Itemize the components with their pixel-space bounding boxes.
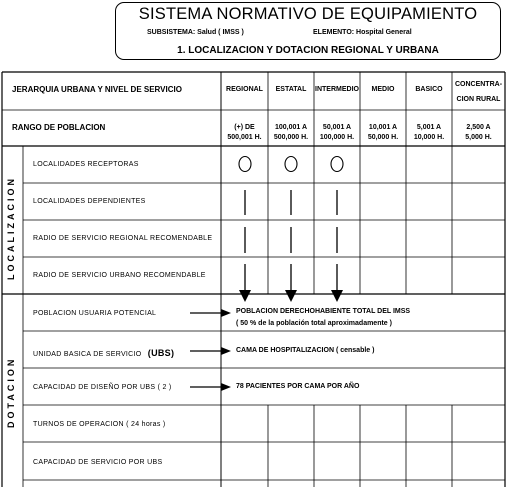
dotacion-group-label: DOTACION [6, 356, 16, 428]
value-poblacion-1: POBLACION DERECHOHABIENTE TOTAL DEL IMSS [236, 308, 411, 315]
row-localidades-dependientes: LOCALIDADES DEPENDIENTES [33, 198, 146, 205]
localizacion-group-label: LOCALIZACION [6, 176, 16, 280]
value-capacidad: 78 PACIENTES POR CAMA POR AÑO [236, 383, 360, 390]
arrow-down-icon [285, 290, 297, 302]
circle-icon-intermedio [331, 157, 343, 172]
arrow-right-icon [221, 347, 231, 355]
section-title: 1. LOCALIZACION Y DOTACION REGIONAL Y URBANA [177, 45, 439, 56]
circle-icon-regional [239, 157, 251, 172]
range-estatal: 100,001 A 500,000 H. [273, 124, 309, 141]
range-medio: 10,001 A 50,000 H. [367, 124, 399, 141]
col-medio: MEDIO [371, 86, 395, 93]
range-label: RANGO DE POBLACION [12, 123, 106, 132]
subsistema-label: SUBSISTEMA: Salud ( IMSS ) [147, 29, 244, 36]
col-intermedio: INTERMEDIO [315, 86, 359, 93]
row-poblacion-usuaria: POBLACION USUARIA POTENCIAL [33, 310, 157, 317]
arrow-down-icon [331, 290, 343, 302]
range-concentracion: 2,500 A 5,000 H. [465, 124, 492, 141]
row-capacidad-diseno: CAPACIDAD DE DISEÑO POR UBS ( 2 ) [33, 384, 172, 391]
range-intermedio: 50,001 A 100,000 H. [319, 124, 355, 141]
col-estatal: ESTATAL [275, 86, 307, 93]
arrow-right-icon [221, 309, 231, 317]
row-unidad-basica: UNIDAD BASICA DE SERVICIO (UBS) [33, 348, 175, 358]
range-regional: (+) DE 500,001 H. [227, 124, 262, 141]
row-radio-urbano: RADIO DE SERVICIO URBANO RECOMENDABLE [33, 272, 206, 279]
value-poblacion-2: ( 50 % de la población total aproximadamente ) [236, 320, 392, 327]
elemento-label: ELEMENTO: Hospital General [313, 29, 412, 36]
page-title: SISTEMA NORMATIVO DE EQUIPAMIENTO [138, 5, 478, 23]
arrow-right-icon [221, 383, 231, 391]
col-header-label: JERARQUIA URBANA Y NIVEL DE SERVICIO [12, 85, 182, 94]
col-basico: BASICO [415, 86, 443, 93]
value-ubs: CAMA DE HOSPITALIZACION ( censable ) [236, 347, 375, 354]
row-capacidad-servicio: CAPACIDAD DE SERVICIO POR UBS [33, 459, 163, 466]
circle-icon-estatal [285, 157, 297, 172]
row-turnos-operacion: TURNOS DE OPERACION ( 24 horas ) [33, 421, 166, 428]
row-localidades-receptoras: LOCALIDADES RECEPTORAS [33, 161, 139, 168]
range-basico: 5,001 A 10,000 H. [413, 124, 445, 141]
col-concentracion-1: CONCENTRA- [454, 81, 503, 88]
arrow-down-icon [239, 290, 251, 302]
row-radio-regional: RADIO DE SERVICIO REGIONAL RECOMENDABLE [33, 235, 213, 242]
col-regional: REGIONAL [226, 86, 263, 93]
col-concentracion-2: CION RURAL [456, 96, 501, 103]
